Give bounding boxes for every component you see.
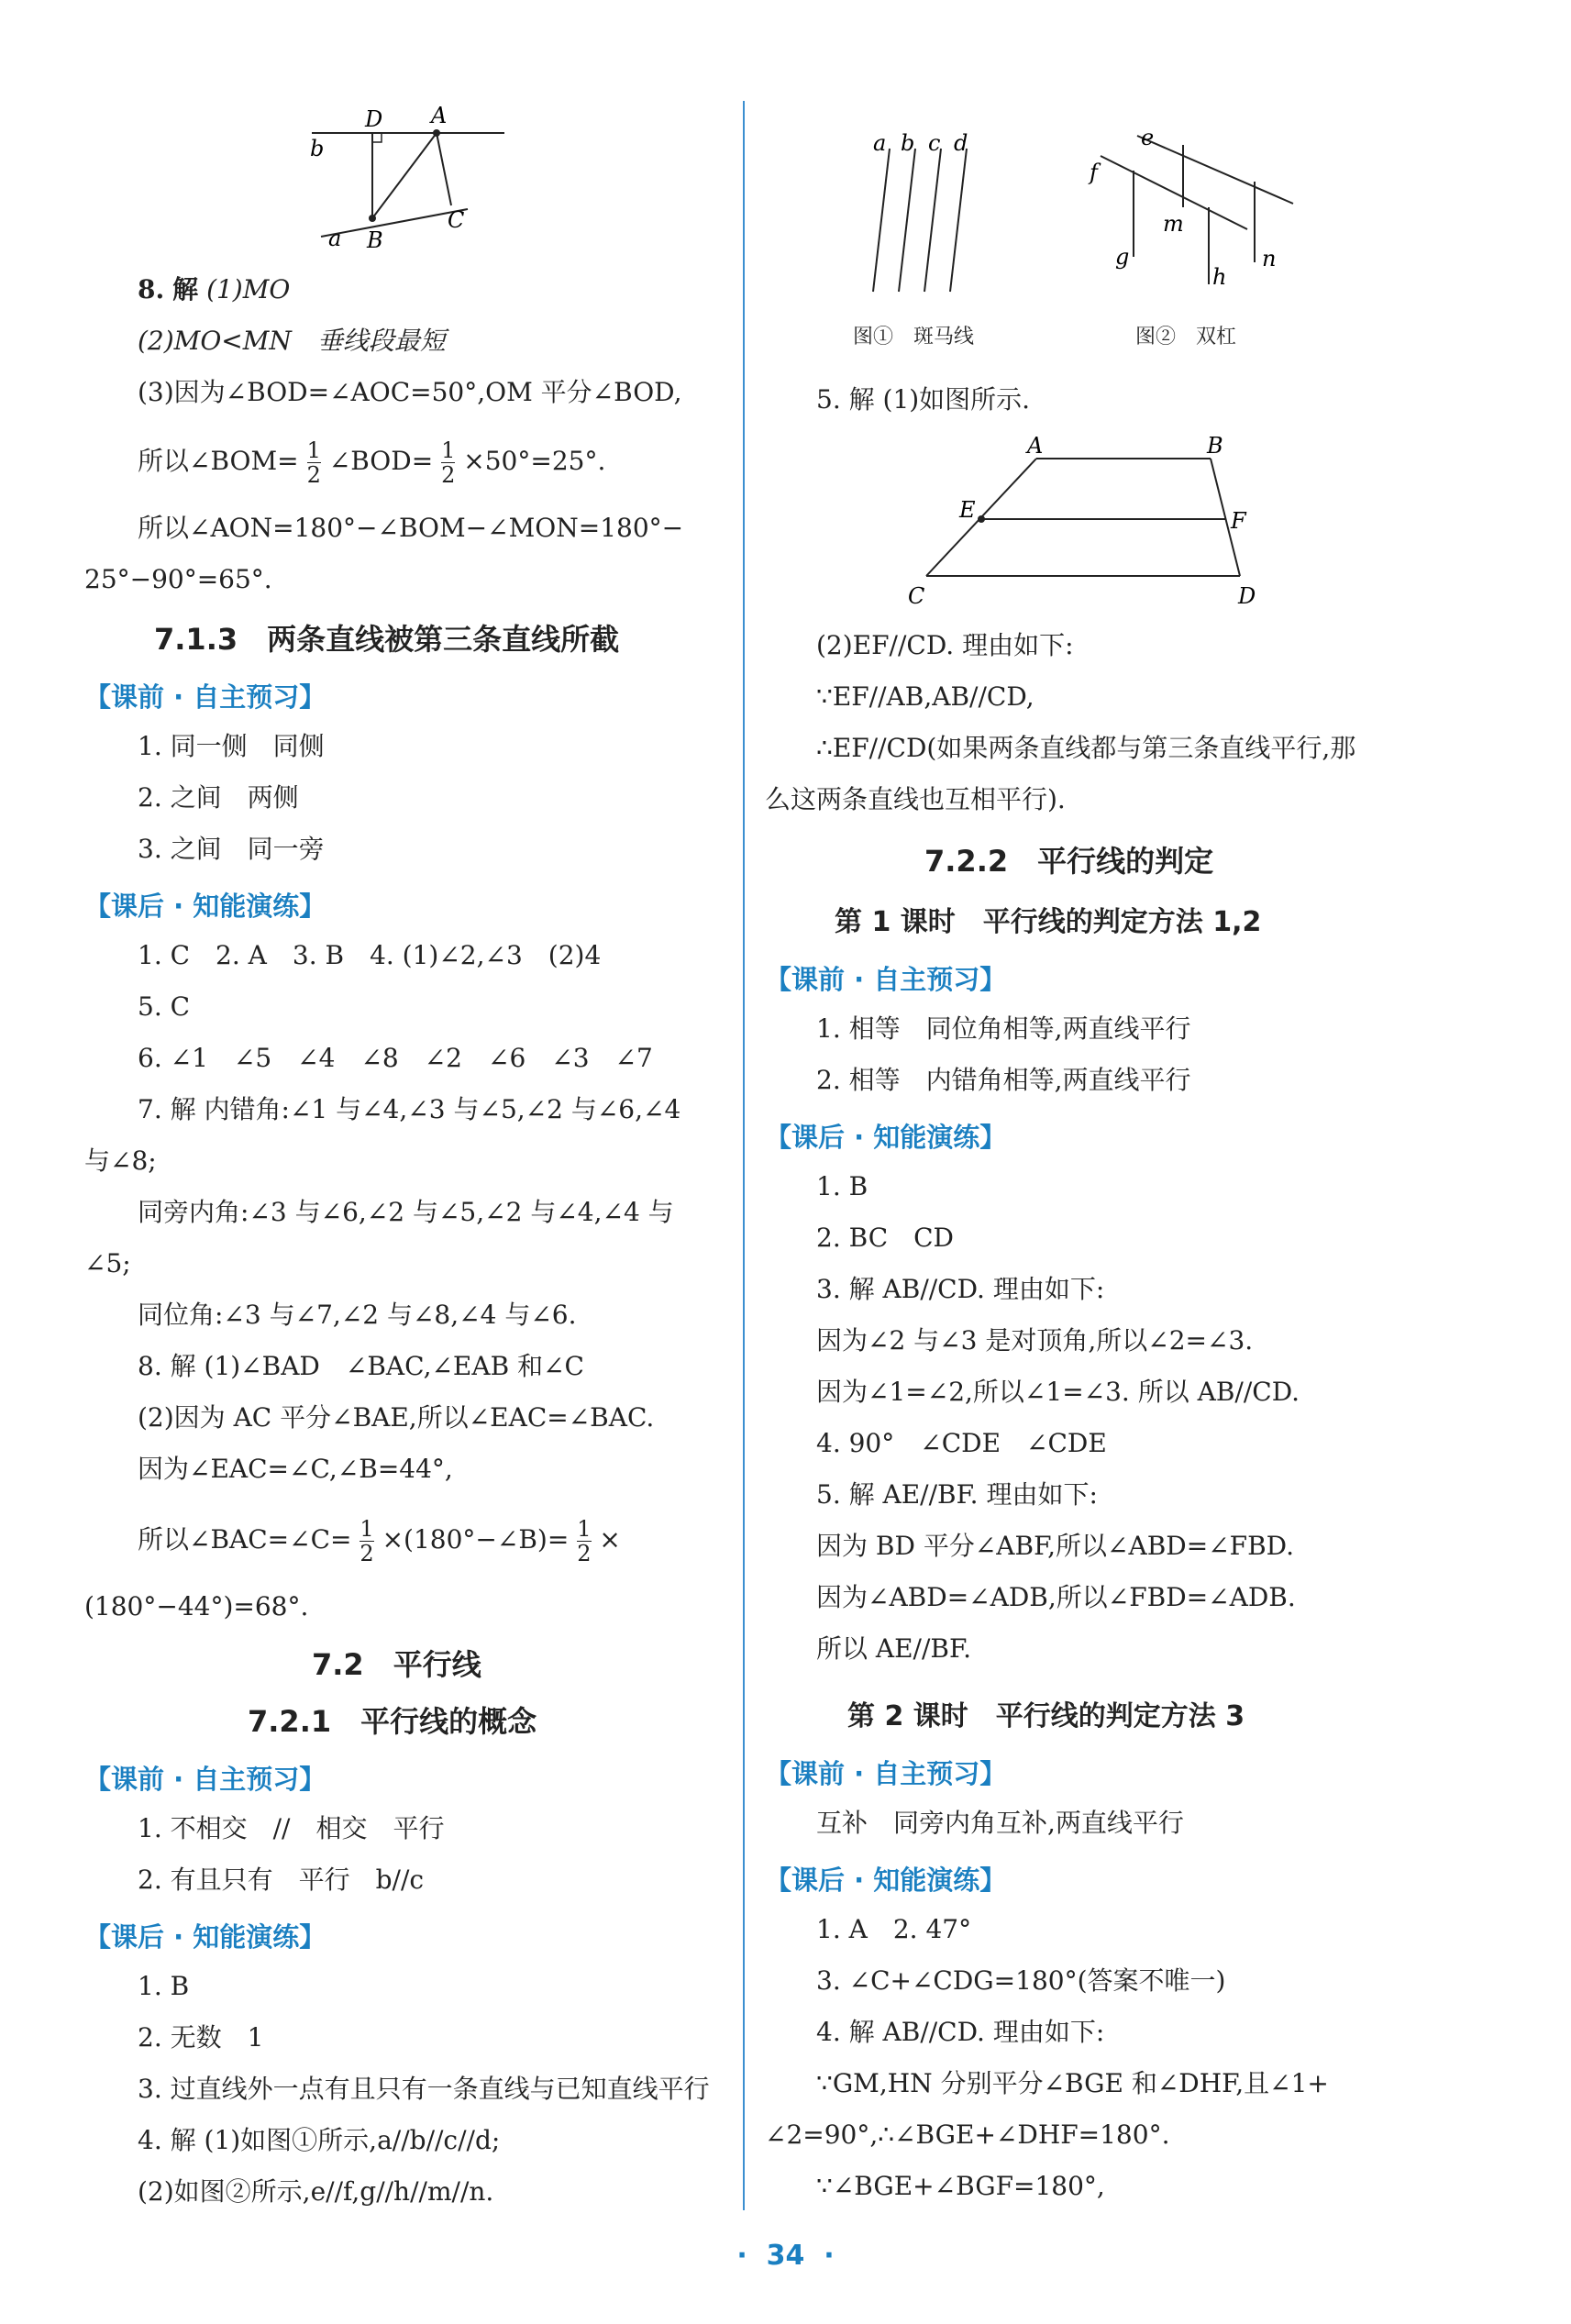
label-B: B — [1207, 433, 1223, 459]
pre-1: 1. 同一侧 同侧 — [138, 731, 325, 761]
q8-line1: 8. 解 (1)MO — [138, 274, 291, 304]
tag-preview-r: 【课前 · 自主预习】 — [765, 964, 1007, 995]
label-C: C — [908, 583, 925, 609]
tag-practice: 【课后 · 知能演练】 — [84, 891, 326, 922]
post-7a: 7. 解 内错角:∠1 与∠4,∠3 与∠5,∠2 与∠6,∠4 — [138, 1094, 681, 1124]
label-E: E — [959, 497, 976, 523]
r-pre-1: 1. 相等 同位角相等,两直线平行 — [816, 1013, 1191, 1044]
r-post-5d: 所以 AE//BF. — [816, 1633, 971, 1664]
post-7b: 与∠8; — [84, 1145, 157, 1176]
tag-preview-2: 【课前 · 自主预习】 — [84, 1764, 326, 1795]
r-post2-4d: ∵∠BGE+∠BGF=180°, — [816, 2171, 1105, 2201]
r-post2-3: 3. ∠C+∠CDG=180°(答案不唯一) — [816, 1965, 1226, 1996]
figure-zebra — [862, 128, 990, 303]
r-post-5c: 因为∠ABD=∠ADB,所以∠FBD=∠ADB. — [816, 1582, 1296, 1612]
section-7-2: 7.2 平行线 — [312, 1647, 481, 1682]
label-n: n — [1262, 246, 1277, 271]
label-C: C — [448, 207, 465, 233]
tag-preview: 【课前 · 自主预习】 — [84, 681, 326, 713]
post2-5: (2)如图②所示,e//f,g//h//m//n. — [138, 2176, 494, 2207]
tag-practice-2: 【课后 · 知能演练】 — [84, 1921, 326, 1953]
caption-zebra: 图① 斑马线 — [853, 326, 975, 349]
post-8a: 8. 解 (1)∠BAD ∠BAC,∠EAB 和∠C — [138, 1351, 584, 1381]
r-post-3b: 因为∠2 与∠3 是对顶角,所以∠2=∠3. — [816, 1325, 1254, 1356]
label-a: a — [873, 130, 887, 156]
pre2-1: 1. 不相交 // 相交 平行 — [138, 1813, 445, 1843]
q8-line5: 所以∠AON=180°−∠BOM−∠MON=180°− — [138, 513, 684, 543]
pre2-2: 2. 有且只有 平行 b//c — [138, 1865, 425, 1895]
r5-line3: ∵EF//AB,AB//CD, — [816, 681, 1034, 712]
r5-line5: 么这两条直线也互相平行). — [765, 784, 1066, 814]
post-7d: ∠5; — [84, 1248, 131, 1278]
lesson-1-title: 第 1 课时 平行线的判定方法 1,2 — [835, 906, 1262, 938]
section-7-2-2: 7.2.2 平行线的判定 — [924, 844, 1214, 879]
post-8b: (2)因为 AC 平分∠BAE,所以∠EAC=∠BAC. — [138, 1402, 655, 1433]
label-e: e — [1141, 128, 1155, 150]
tag-preview-r2: 【课前 · 自主预习】 — [765, 1758, 1007, 1789]
post-7c: 同旁内角:∠3 与∠6,∠2 与∠5,∠2 与∠4,∠4 与 — [138, 1197, 674, 1227]
caption-bars: 图② 双杠 — [1135, 326, 1237, 349]
post2-3: 3. 过直线外一点有且只有一条直线与已知直线平行 — [138, 2074, 710, 2104]
q8-line3: (3)因为∠BOD=∠AOC=50°,OM 平分∠BOD, — [138, 377, 682, 407]
section-7-2-1: 7.2.1 平行线的概念 — [248, 1704, 537, 1739]
r5-line2: (2)EF//CD. 理由如下: — [816, 630, 1074, 660]
r-post2-4b: ∵GM,HN 分别平分∠BGE 和∠DHF,且∠1+ — [816, 2068, 1329, 2098]
post-8c: 因为∠EAC=∠C,∠B=44°, — [138, 1454, 453, 1484]
section-7-1-3: 7.1.3 两条直线被第三条直线所截 — [154, 622, 620, 657]
post-6: 6. ∠1 ∠5 ∠4 ∠8 ∠2 ∠6 ∠3 ∠7 — [138, 1043, 653, 1073]
label-A: A — [431, 103, 448, 128]
r-post-2: 2. BC CD — [816, 1223, 955, 1253]
figure-trapezoid — [908, 431, 1275, 614]
label-D: D — [1238, 583, 1256, 609]
lesson-2-title: 第 2 课时 平行线的判定方法 3 — [847, 1700, 1245, 1732]
figure-perpendicular — [293, 101, 532, 257]
r5-line4: ∴EF//CD(如果两条直线都与第三条直线平行,那 — [816, 733, 1356, 763]
label-g: g — [1115, 244, 1130, 270]
label-a: a — [328, 226, 342, 251]
r-post-4: 4. 90° ∠CDE ∠CDE — [816, 1428, 1107, 1458]
label-A: A — [1027, 433, 1044, 459]
q8-line6: 25°−90°=65°. — [84, 564, 272, 594]
column-divider — [743, 101, 745, 2210]
q8-line4: 所以∠BOM= $\frac{1}{2}$ ∠BOD= $\frac{1}{2}$ ×50°=25°. — [138, 437, 606, 488]
r-post-5: 5. 解 AE//BF. 理由如下: — [816, 1479, 1098, 1510]
q8-line2: (2)MO<MN 垂线段最短 — [138, 326, 446, 356]
r-post-1: 1. B — [816, 1171, 868, 1201]
post-1: 1. C 2. A 3. B 4. (1)∠2,∠3 (2)4 — [138, 940, 602, 970]
r-pre2-1: 互补 同旁内角互补,两直线平行 — [816, 1808, 1184, 1838]
post-8d: 所以∠BAC=∠C= $\frac{1}{2}$ ×(180°−∠B)= $\frac{1}{2}$ × — [138, 1516, 621, 1566]
pre-2: 2. 之间 两侧 — [138, 782, 299, 813]
post2-1: 1. B — [138, 1971, 190, 2001]
r5-line1: 5. 解 (1)如图所示. — [816, 384, 1031, 415]
label-d: d — [954, 130, 968, 156]
label-b: b — [901, 130, 915, 156]
r-pre-2: 2. 相等 内错角相等,两直线平行 — [816, 1065, 1191, 1095]
label-m: m — [1163, 211, 1184, 237]
r-post-3c: 因为∠1=∠2,所以∠1=∠3. 所以 AB//CD. — [816, 1377, 1300, 1407]
pre-3: 3. 之间 同一旁 — [138, 834, 325, 864]
tag-practice-r: 【课后 · 知能演练】 — [765, 1122, 1007, 1153]
post2-2: 2. 无数 1 — [138, 2022, 264, 2053]
post2-4: 4. 解 (1)如图①所示,a//b//c//d; — [138, 2125, 501, 2155]
post-5: 5. C — [138, 991, 191, 1022]
post-7e: 同位角:∠3 与∠7,∠2 与∠8,∠4 与∠6. — [138, 1300, 577, 1330]
page-number: · 34 · — [736, 2240, 835, 2272]
tag-practice-r2: 【课后 · 知能演练】 — [765, 1865, 1007, 1896]
r-post2-4: 4. 解 AB//CD. 理由如下: — [816, 2017, 1105, 2047]
post-8e: (180°−44°)=68°. — [84, 1591, 309, 1621]
label-h: h — [1212, 264, 1227, 290]
label-f: f — [1090, 160, 1098, 185]
r-post2-4c: ∠2=90°,∴∠BGE+∠DHF=180°. — [765, 2119, 1170, 2150]
label-c: c — [928, 130, 941, 156]
label-b: b — [310, 136, 325, 161]
r-post2-1: 1. A 2. 47° — [816, 1914, 972, 1944]
label-D: D — [365, 106, 383, 132]
r-post-3: 3. 解 AB//CD. 理由如下: — [816, 1274, 1105, 1304]
label-F: F — [1231, 508, 1246, 534]
label-B: B — [367, 227, 383, 253]
figure-bars — [1082, 128, 1302, 303]
r-post-5b: 因为 BD 平分∠ABF,所以∠ABD=∠FBD. — [816, 1531, 1295, 1561]
